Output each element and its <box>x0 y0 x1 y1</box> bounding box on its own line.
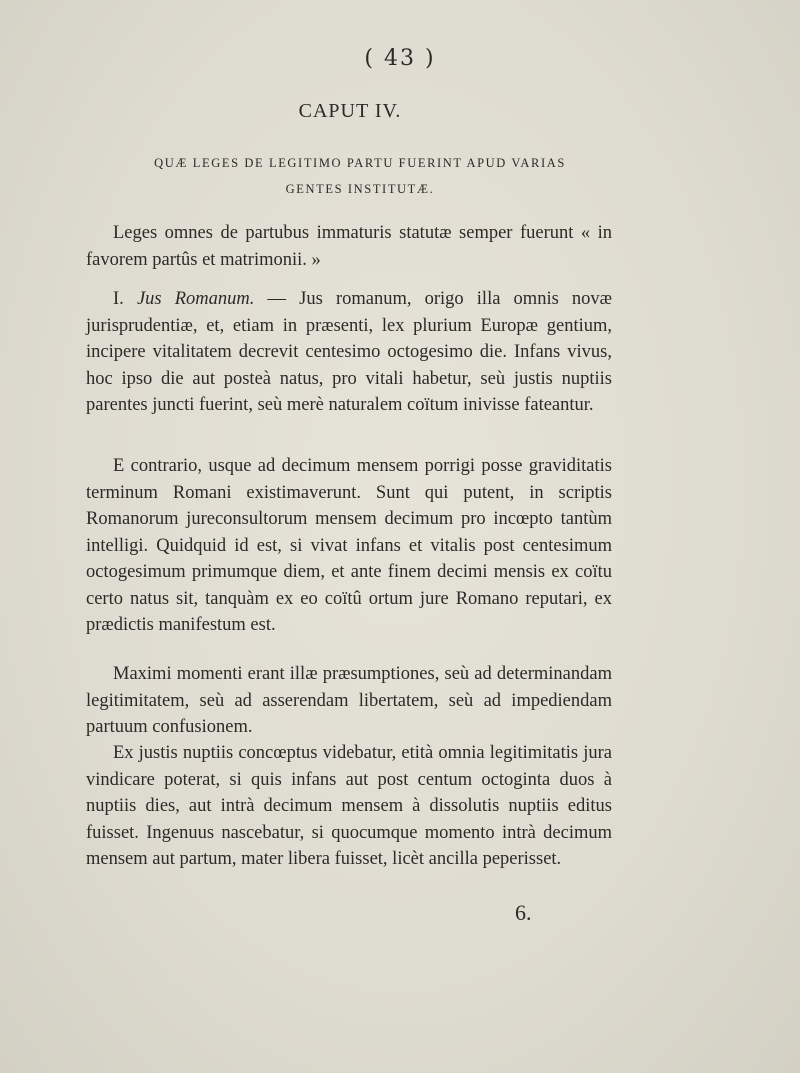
chapter-title: CAPUT IV. <box>298 100 402 122</box>
section-title: Jus Romanum. <box>136 289 255 309</box>
paragraph-text: Leges omnes de partubus immaturis statutæ semper fuerunt « in favorem partûs et matrimonii. » <box>86 223 612 270</box>
paragraph-text: E contrario, usque ad decimum mensem porrigi posse graviditatis terminum Romani existimaverunt. Sunt qui putent, in scriptis Romanorum jureconsultorum mensem decimum pro incœpto tantùm intelligi. Quidquid id est, si vivat infans et vitalis post centesimum octogesimum primumque diem, et ante finem decimi mensis ex coïtu certo natus sit, tanquàm ex eo coïtû ortum jure Romano reputari, ex prædictis manifestum est. <box>86 456 612 635</box>
catchword: 6. <box>515 900 532 925</box>
paragraph-text <box>86 286 612 419</box>
paragraph <box>86 286 612 419</box>
page-number: ( 43 ) <box>364 46 436 71</box>
chapter-subtitle <box>110 150 610 202</box>
paragraph <box>86 740 612 873</box>
chapter-subtitle-line: QUÆ LEGES DE LEGITIMO PARTU FUERINT APUD VARIAS <box>154 156 566 170</box>
paragraph <box>86 453 612 639</box>
section-number: I. <box>113 289 124 309</box>
paragraph-text: Maximi momenti erant illæ præsumptiones, seù ad determinandam legitimitatem, seù ad asserendam libertatem, seù ad impediendam partuum confusionem. <box>86 664 612 737</box>
paragraph <box>86 661 612 741</box>
paragraph-text: Ex justis nuptiis concœptus videbatur, etità omnia legitimitatis jura vindicare poterat, si quis infans aut post centum octoginta duos à nuptiis dies, aut intrà decimum mensem à dissolutis nuptiis editus fuisset. Ingenuus nascebatur, si quocumque momento intrà decimum mensem aut partum, mater libera fuisset, licèt ancilla peperisset. <box>86 743 612 869</box>
paragraph <box>86 220 612 273</box>
chapter-subtitle-line: GENTES INSTITUTÆ. <box>285 182 435 196</box>
paragraph-text-rest: — Jus romanum, origo illa omnis novæ jurisprudentiæ, et, etiam in præsenti, lex plurium Europæ gentium, incipere vitalitatem decrevit centesimo octogesimo die. Infans vivus, hoc ipso die aut posteà natus, pro vitali habetur, seù justis nuptiis parentes juncti fuerint, seù merè naturalem coïtum inivisse fateantur. <box>86 289 613 415</box>
